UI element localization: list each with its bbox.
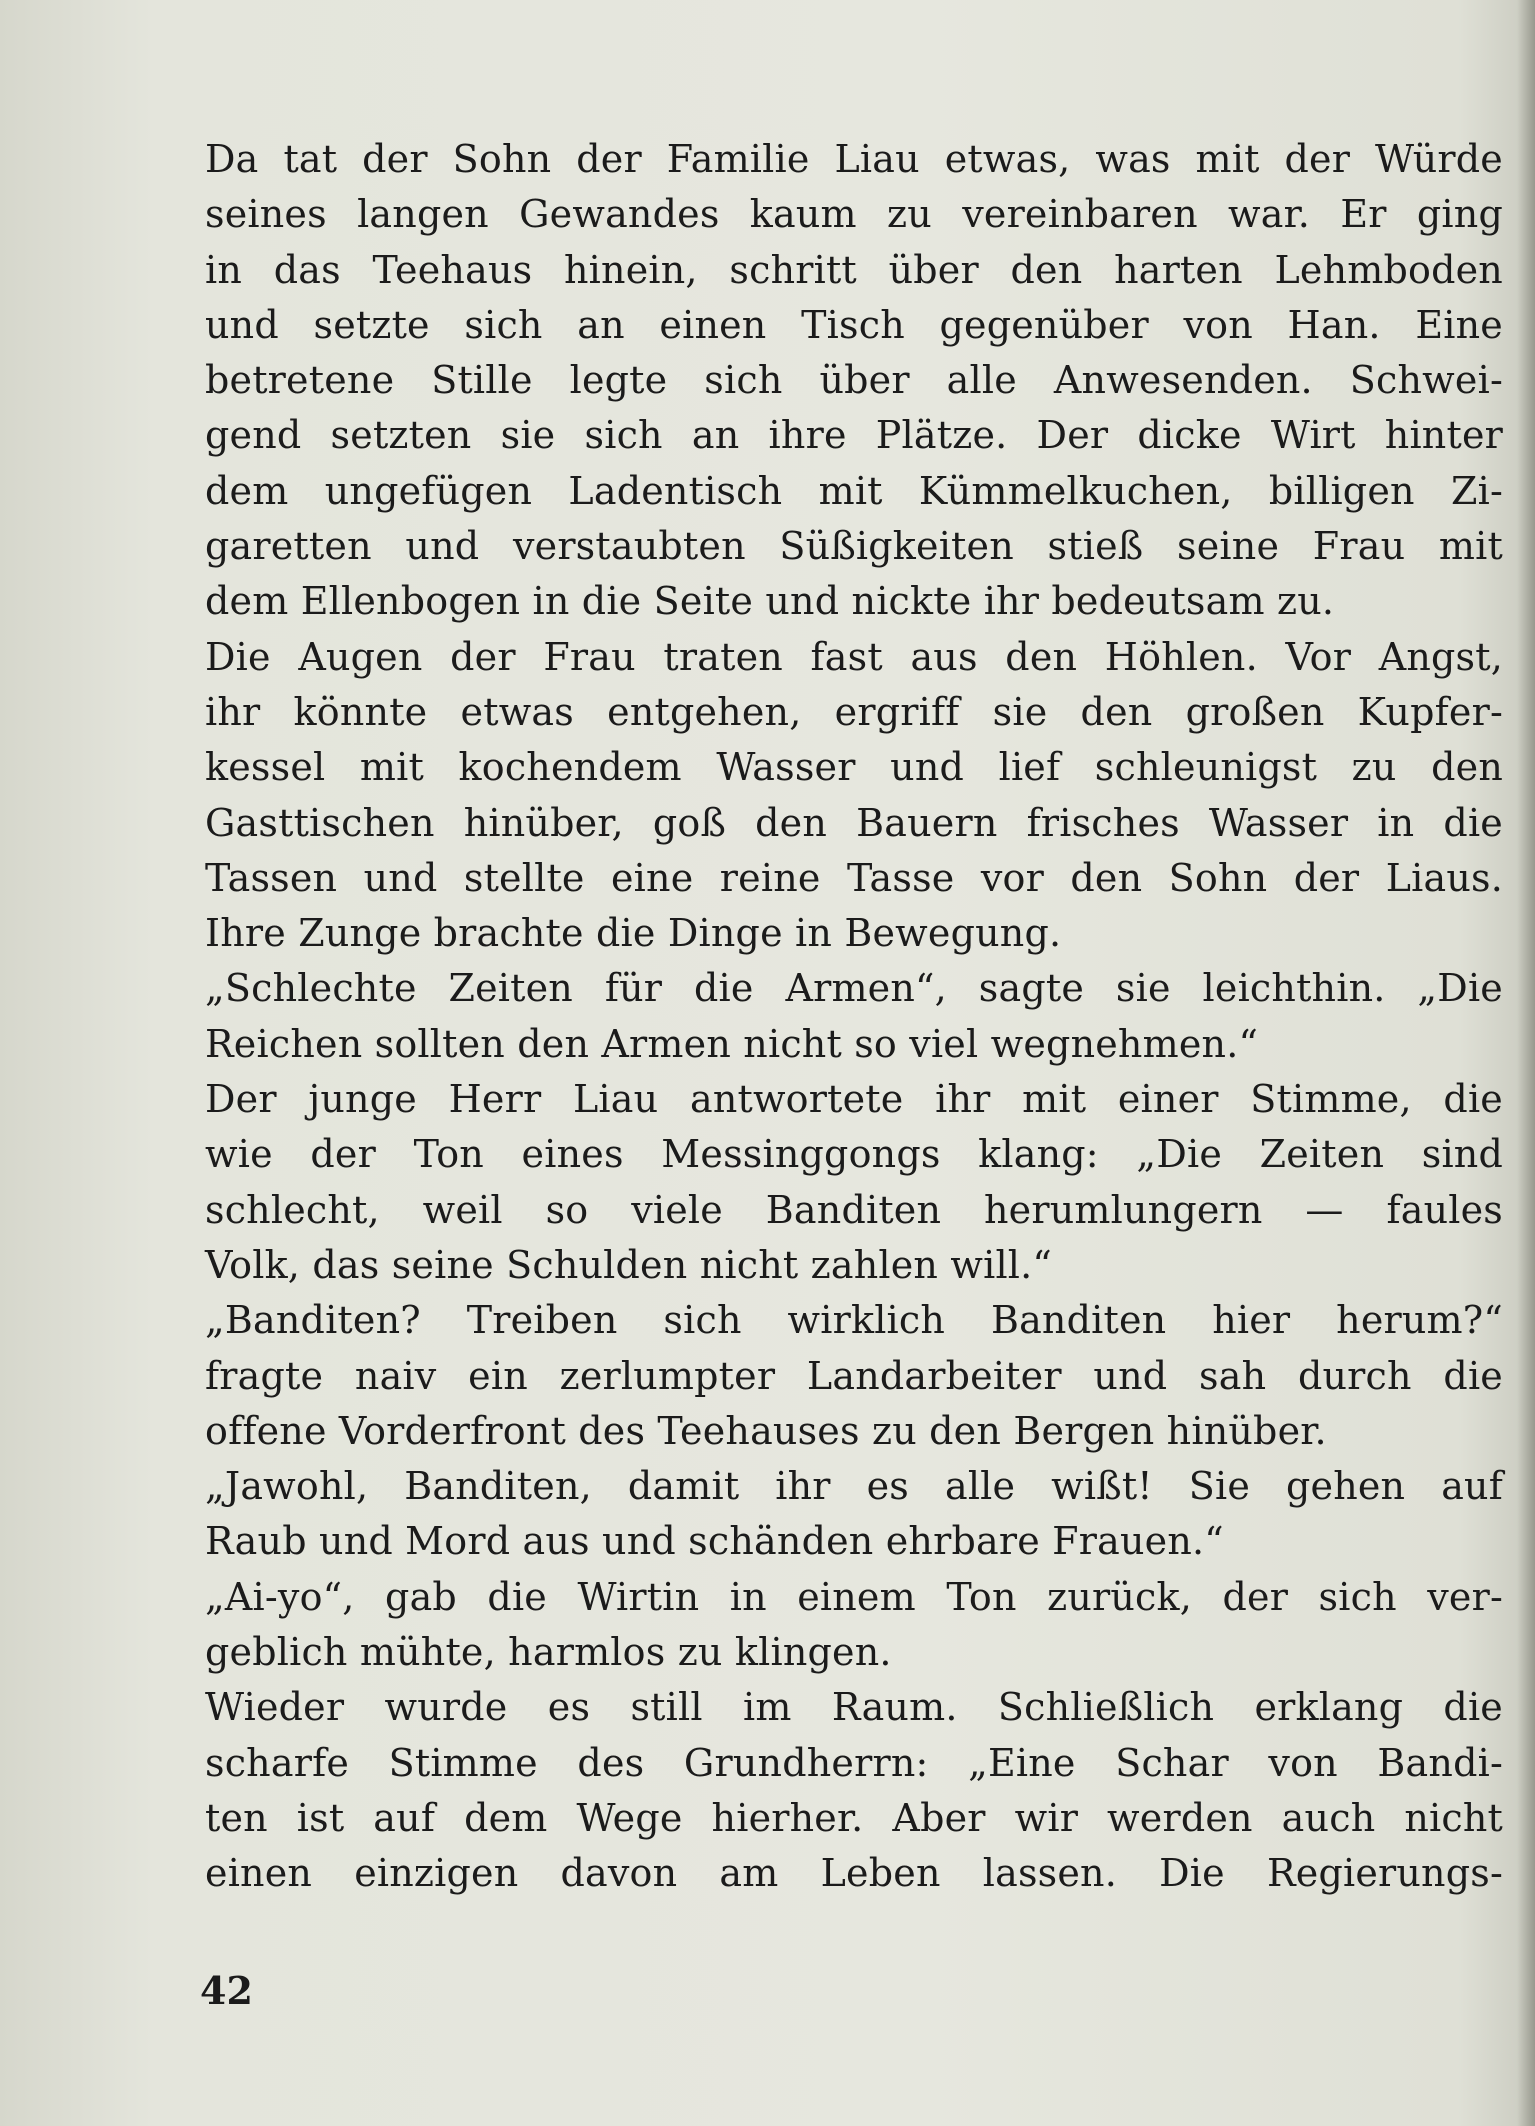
text-line: „Ai-yo“, gab die Wirtin in einem Ton zurück, der sich ver- bbox=[205, 1574, 1503, 1619]
text-line: Raub und Mord aus und schänden ehrbare Frauen.“ bbox=[205, 1519, 1224, 1564]
text-line: Wieder wurde es still im Raum. Schließlich erklang die bbox=[205, 1685, 1503, 1730]
text-line: Die Augen der Frau traten fast aus den Höhlen. Vor Angst, bbox=[205, 634, 1503, 679]
text-line: „Banditen? Treiben sich wirklich Banditen hier herum?“ bbox=[205, 1298, 1503, 1343]
text-line: fragte naiv ein zerlumpter Landarbeiter und sah durch die bbox=[205, 1353, 1503, 1398]
page-edge-shadow bbox=[1517, 0, 1535, 2126]
text-line: und setzte sich an einen Tisch gegenüber von Han. Eine bbox=[205, 302, 1503, 347]
text-line: wie der Ton eines Messinggongs klang: „Die Zeiten sind bbox=[205, 1132, 1503, 1177]
text-line: schlecht, weil so viele Banditen herumlungern — faules bbox=[205, 1187, 1503, 1232]
text-line: gend setzten sie sich an ihre Plätze. Der dicke Wirt hinter bbox=[205, 413, 1503, 458]
text-line: kessel mit kochendem Wasser und lief schleunigst zu den bbox=[205, 745, 1503, 790]
text-line: Gasttischen hinüber, goß den Bauern frisches Wasser in die bbox=[205, 800, 1503, 845]
text-line: Reichen sollten den Armen nicht so viel wegnehmen.“ bbox=[205, 1021, 1259, 1066]
text-line: dem Ellenbogen in die Seite und nickte ihr bedeutsam zu. bbox=[205, 579, 1335, 624]
text-line: dem ungefügen Ladentisch mit Kümmelkuchen, billigen Zi- bbox=[205, 468, 1503, 513]
text-line: garetten und verstaubten Süßigkeiten stieß seine Frau mit bbox=[205, 524, 1503, 569]
body-text bbox=[205, 132, 1503, 1902]
text-line: „Schlechte Zeiten für die Armen“, sagte sie leichthin. „Die bbox=[205, 966, 1503, 1011]
text-line: betretene Stille legte sich über alle Anwesenden. Schwei- bbox=[205, 358, 1503, 403]
text-line: scharfe Stimme des Grundherrn: „Eine Schar von Bandi- bbox=[205, 1740, 1503, 1785]
text-line: geblich mühte, harmlos zu klingen. bbox=[205, 1630, 892, 1675]
text-line: einen einzigen davon am Leben lassen. Die Regierungs- bbox=[205, 1851, 1503, 1896]
text-line: ihr könnte etwas entgehen, ergriff sie den großen Kupfer- bbox=[205, 689, 1503, 734]
text-line: in das Teehaus hinein, schritt über den harten Lehmboden bbox=[205, 247, 1503, 292]
text-line: ten ist auf dem Wege hierher. Aber wir werden auch nicht bbox=[205, 1795, 1503, 1840]
page-number: 42 bbox=[200, 1968, 253, 2013]
text-line: offene Vorderfront des Teehauses zu den Bergen hinüber. bbox=[205, 1408, 1327, 1453]
text-line: seines langen Gewandes kaum zu vereinbaren war. Er ging bbox=[205, 192, 1503, 237]
text-line: Da tat der Sohn der Familie Liau etwas, was mit der Würde bbox=[205, 137, 1503, 181]
text-line: Volk, das seine Schulden nicht zahlen will.“ bbox=[205, 1242, 1053, 1287]
text-line: Ihre Zunge brachte die Dinge in Bewegung. bbox=[205, 911, 1062, 956]
text-line: Tassen und stellte eine reine Tasse vor den Sohn der Liaus. bbox=[205, 855, 1503, 900]
text-line: „Jawohl, Banditen, damit ihr es alle wißt! Sie gehen auf bbox=[205, 1464, 1503, 1509]
text-line: Der junge Herr Liau antwortete ihr mit einer Stimme, die bbox=[205, 1077, 1503, 1122]
